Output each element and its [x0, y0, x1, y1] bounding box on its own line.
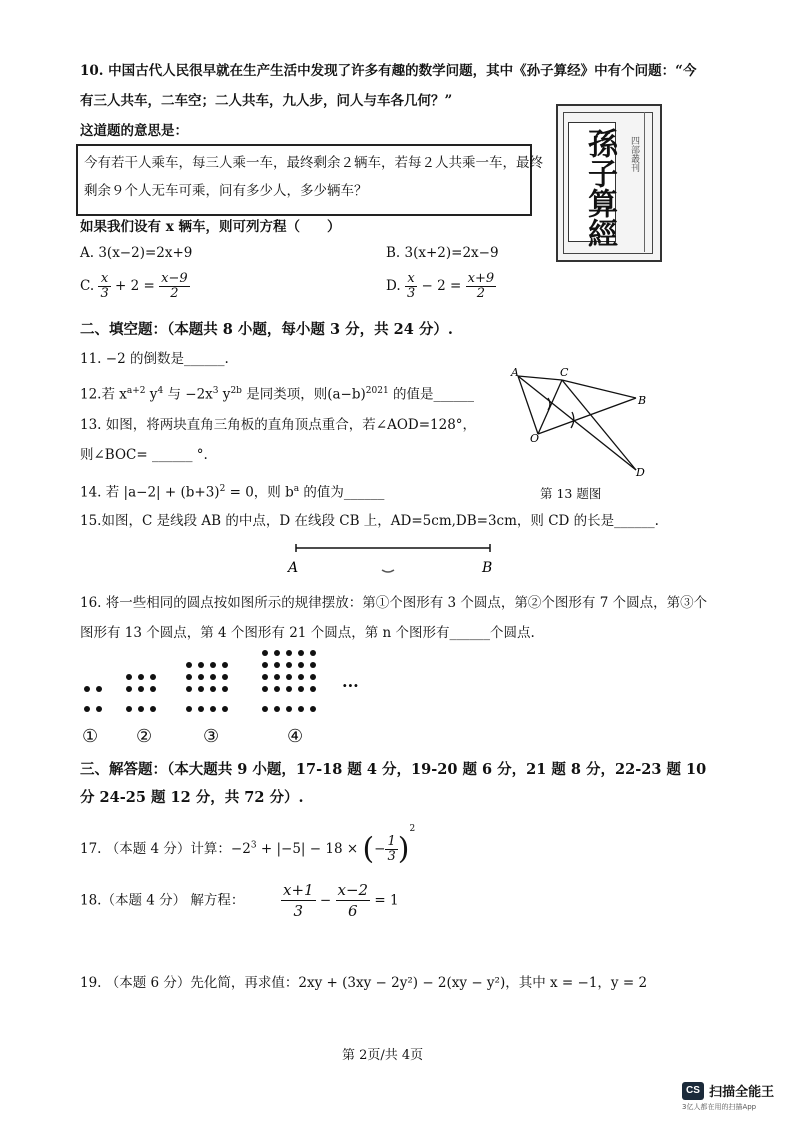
q19-text: 19. （本题 6 分）先化简，再求值：2xy + (3xy − 2y²) − 2(xy − y²)，其中 x = −1，y = 2	[80, 975, 648, 991]
pattern-2-base-dot	[138, 706, 144, 712]
pattern-3-grid-dot	[210, 662, 216, 668]
book-title: 孫子算經	[582, 128, 617, 248]
pattern-3-grid-dot	[198, 686, 204, 692]
book-side-text: 四部叢刊	[629, 136, 639, 172]
q16-ellipsis: ···	[342, 676, 359, 695]
q16-label-4: ④	[287, 726, 304, 747]
pattern-2-grid-dot	[126, 674, 132, 680]
pattern-2-grid-dot	[126, 686, 132, 692]
pattern-2-grid-dot	[138, 674, 144, 680]
pattern-2-grid-dot	[150, 674, 156, 680]
pattern-4-grid-dot	[274, 686, 280, 692]
pattern-3-base-dot	[222, 706, 228, 712]
pattern-3-base-dot	[198, 706, 204, 712]
pattern-4-base-dot	[310, 706, 316, 712]
pattern-1-base-dot	[84, 706, 90, 712]
pattern-3-grid-dot	[222, 686, 228, 692]
option-d-mid: − 2 =	[421, 278, 462, 294]
q17: 17. （本题 4 分）计算：$-2^3 + |-5| - 18$ × (− $\frac{1}{3}$ )$^2$	[80, 824, 416, 867]
q10-box-line1: 今有若干人乘车，每三人乘一车，最终剩余２辆车，若每２人共乘一车，最终	[84, 155, 543, 171]
q10-option-b: B. 3(x+2)=2x−9	[386, 245, 499, 261]
q11: 11. −2 的倒数是______.	[80, 351, 229, 367]
option-c-frac1: $\frac{x}{3}$	[100, 271, 109, 301]
pattern-4-grid-dot	[286, 686, 292, 692]
q13-label-d: D	[636, 466, 645, 479]
option-d-frac1: $\frac{x}{3}$	[406, 271, 416, 301]
q16-line1: 16. 将一些相同的圆点按如图所示的规律摆放：第①个图形有 3 个圆点，第②个图形有 7 个圆点，第③个	[80, 595, 708, 611]
q10-line2: 有三人共车，二车空；二人共车，九人步，问人与车各几何？”	[80, 93, 453, 109]
q10-line1: 10. 中国古代人民很早就在生产生活中发现了许多有趣的数学问题，其中《孙子算经》中有个问题：“今	[80, 63, 697, 79]
pattern-4-grid-dot	[310, 650, 316, 656]
pattern-4-grid-dot	[262, 686, 268, 692]
pattern-4-grid-dot	[274, 674, 280, 680]
pattern-4-grid-dot	[286, 674, 292, 680]
pattern-4-grid-dot	[262, 674, 268, 680]
q16-label-1: ①	[82, 726, 99, 747]
pattern-4-grid-dot	[310, 686, 316, 692]
section2-heading: 二、填空题：（本题共 8 小题，每小题 3 分，共 24 分）.	[80, 321, 453, 338]
q12: 12.若 $x^{a+2}$ $y^4$ 与 $-2x^3$ $y^{2b}$ 是同类项，则$(a-b)^{2021}$ 的值是______	[80, 386, 474, 403]
section3-line1: 三、解答题：（本大题共 9 小题，17-18 题 4 分，19-20 题 6 分，21 题 8 分，22-23 题 10	[80, 761, 707, 778]
pattern-3-grid-dot	[198, 674, 204, 680]
option-c-label: C.	[80, 278, 95, 294]
pattern-1-grid-dot	[84, 686, 90, 692]
q13-label-b: B	[638, 394, 647, 407]
scanner-subtitle: 3亿人都在用的扫描App	[682, 1103, 757, 1111]
scanner-watermark	[682, 1080, 774, 1112]
pattern-4-grid-dot	[286, 662, 292, 668]
pattern-4-base-dot	[286, 706, 292, 712]
option-d-frac2: $\frac{x+9}{2}$	[467, 271, 495, 301]
q16-line2: 图形有 13 个圆点，第 4 个图形有 21 个圆点，第 n 个图形有______个圆点.	[80, 625, 535, 641]
pattern-2-grid-dot	[138, 686, 144, 692]
q13-line1: 13. 如图，将两块直角三角板的直角顶点重合，若∠AOD=128°，	[80, 417, 477, 433]
section3-line2: 分 24-25 题 12 分，共 72 分）.	[80, 789, 304, 806]
pattern-3-grid-dot	[210, 674, 216, 680]
pattern-3-grid-dot	[222, 674, 228, 680]
pattern-4-grid-dot	[298, 674, 304, 680]
q15-text: 15.如图，C 是线段 AB 的中点，D 在线段 CB 上，AD=5cm,DB=3cm，则 CD 的长是______.	[80, 513, 659, 529]
pattern-4-grid-dot	[286, 650, 292, 656]
q16-label-2: ②	[136, 726, 153, 747]
pattern-4-grid-dot	[262, 662, 268, 668]
pattern-4-base-dot	[298, 706, 304, 712]
pattern-1-grid-dot	[96, 686, 102, 692]
pattern-1-base-dot	[96, 706, 102, 712]
q13-caption: 第 13 题图	[540, 486, 602, 501]
q10-box-line2: 剩余９个人无车可乘，问有多少人，多少辆车？	[84, 183, 368, 199]
q13-line2: 则∠BOC= ______ °.	[80, 447, 208, 463]
page-number: 第 2页/共 4页	[342, 1048, 424, 1063]
pattern-2-base-dot	[126, 706, 132, 712]
q18: 18.（本题 4 分） 解方程： $\frac{x+1}{3}$ − $\frac{x-2}{6}$ = 1	[80, 881, 399, 920]
q10-option-a: A. 3(x−2)=2x+9	[80, 245, 193, 261]
q10-setup: 如果我们设有 x 辆车，则可列方程（ ）	[80, 219, 341, 235]
pattern-4-grid-dot	[298, 686, 304, 692]
option-c-frac2: $\frac{x-9}{2}$	[161, 271, 188, 301]
q10-meaning-label: 这道题的意思是：	[80, 123, 188, 139]
q13-label-a: A	[511, 366, 519, 379]
pattern-4-base-dot	[262, 706, 268, 712]
option-c-mid: + 2 =	[115, 278, 155, 294]
scanner-logo-icon: CS	[682, 1082, 704, 1100]
option-d-label: D.	[386, 278, 401, 294]
pattern-3-base-dot	[186, 706, 192, 712]
pattern-4-grid-dot	[262, 650, 268, 656]
pattern-4-base-dot	[274, 706, 280, 712]
pattern-3-grid-dot	[186, 686, 192, 692]
q15-label-a: A	[288, 560, 299, 576]
q15-label-b: B	[482, 560, 493, 576]
pattern-4-grid-dot	[274, 662, 280, 668]
pattern-3-grid-dot	[186, 662, 192, 668]
pattern-4-grid-dot	[310, 674, 316, 680]
q16-label-3: ③	[203, 726, 220, 747]
scanner-title: 扫描全能王	[709, 1085, 775, 1100]
pattern-4-grid-dot	[298, 662, 304, 668]
q13-label-c: C	[560, 366, 569, 379]
pattern-3-grid-dot	[186, 674, 192, 680]
pattern-3-grid-dot	[198, 662, 204, 668]
pattern-3-grid-dot	[222, 662, 228, 668]
pattern-4-grid-dot	[310, 662, 316, 668]
pattern-3-grid-dot	[210, 686, 216, 692]
pattern-2-base-dot	[150, 706, 156, 712]
pattern-3-base-dot	[210, 706, 216, 712]
pattern-4-grid-dot	[298, 650, 304, 656]
q14: 14. 若 $|a-2| + (b+3)^2 = 0$，则 $b^a$ 的值为______	[80, 484, 385, 501]
q13-label-o: O	[530, 432, 540, 445]
pattern-2-grid-dot	[150, 686, 156, 692]
pattern-4-grid-dot	[274, 650, 280, 656]
